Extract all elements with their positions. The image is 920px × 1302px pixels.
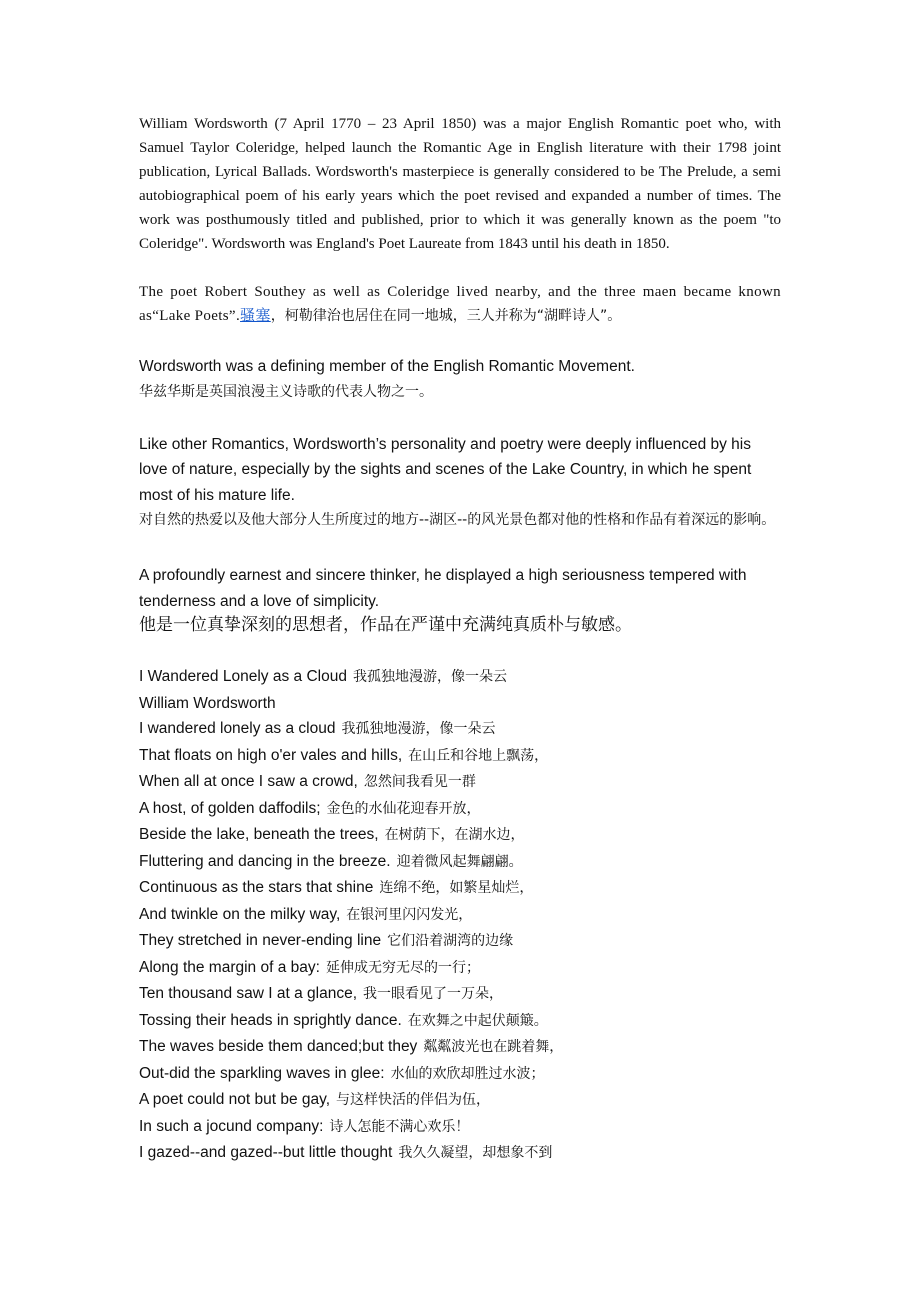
poem-line-cn: 我一眼看见了一万朵， [363,986,504,1002]
poem-line-cn: 水仙的欢欣却胜过水波； [390,1065,545,1082]
poem-line [139,1061,781,1088]
poem-line-en: I wandered lonely as a cloud [139,720,336,737]
poem-line-cn: 它们沿着湖湾的边缘 [387,933,514,949]
movement-cn: 华兹华斯是英国浪漫主义诗歌的代表人物之一。 [139,383,433,400]
poem-line-cn: 延伸成无穷无尽的一行； [325,959,480,976]
poem-line-en: A poet could not but be gay, [139,1091,331,1108]
poem-line [139,1008,781,1035]
poem-line-cn: 我久久凝望，却想象不到 [398,1145,553,1161]
nature-cn: 对自然的热爱以及他大部分人生所度过的地方--湖区--的风光景色都对他的性格和作品有着深远的影响。 [139,512,776,528]
nature-section [139,432,781,534]
poem-line-cn: 在树荫下，在湖水边， [384,827,525,843]
poem-line-en: And twinkle on the milky way, [139,905,341,923]
poem-line [139,875,781,902]
poem-line-en: In such a jocund company: [139,1117,324,1135]
movement-section [139,354,781,405]
poem-line [139,1034,781,1061]
poem-line-en: Ten thousand saw I at a glance, [139,985,358,1002]
poem-line-cn: 忽然间我看见一群 [363,774,476,790]
poem-line-cn: 金色的水仙花迎春开放， [326,800,481,817]
poem-lines [139,716,781,1167]
poem-line-en: That floats on high o'er vales and hills, [139,746,403,764]
poem-title-en: I Wandered Lonely as a Cloud [139,668,347,685]
poem-title [139,664,781,691]
poem-line [139,902,781,929]
poem-line-en: The waves beside them danced;but they [139,1038,418,1055]
lake-poets-text-cn: ，柯勒律治也居住在同一地城，三人并称为“湖畔诗人”。 [270,308,622,324]
poem-line [139,796,781,823]
poem-line-en: Out-did the sparkling waves in glee: [139,1064,385,1082]
poem-line-en: Beside the lake, beneath the trees, [139,826,379,843]
document-page [139,112,781,1167]
poem-line [139,1087,781,1114]
lake-poets-paragraph [139,280,781,328]
poem-author: William Wordsworth [139,694,276,712]
thinker-cn: 他是一位真挚深刻的思想者，作品在严谨中充满纯真质朴与敏感。 [139,615,632,635]
poem-line [139,1140,781,1167]
poem-title-cn: 我孤独地漫游，像一朵云 [352,669,507,685]
lake-poets-text-en: The poet Robert Southey as well as Coleridge lived nearby, and the three maen became known as“Lake Poets”. [139,284,781,324]
poem-line-cn: 连绵不绝，如繁星灿烂， [379,880,534,896]
poem-line-en: I gazed--and gazed--but little thought [139,1144,393,1161]
poem-line-en: They stretched in never-ending line [139,932,382,949]
poem-line-cn: 粼粼波光也在跳着舞， [423,1039,564,1055]
poem-line-cn: 诗人怎能不满心欢乐！ [329,1118,470,1135]
poem-line [139,716,781,743]
poem-line [139,1114,781,1141]
poem-line [139,981,781,1008]
movement-en: Wordsworth was a defining member of the English Romantic Movement. [139,358,635,375]
poem-line-en: When all at once I saw a crowd, [139,773,358,790]
poem-line [139,849,781,876]
poem-line-cn: 在山丘和谷地上飘荡， [408,747,549,764]
southey-link[interactable]: 骚塞 [240,308,271,324]
poem-line-en: Fluttering and dancing in the breeze. [139,852,391,870]
poem-line-cn: 迎着微风起舞翩翩。 [396,853,523,870]
poem-line-cn: 在银河里闪闪发光， [346,906,473,923]
poem-line [139,743,781,770]
nature-en: Like other Romantics, Wordsworth’s personality and poetry were deeply influenced by his love of nature, especially by the sights and scenes of the Lake Country, in which he spent most of his mature life. [139,435,752,504]
poem-line-cn: 在欢舞之中起伏颠簸。 [407,1012,548,1029]
poem-line-cn: 与这样快活的伴侣为伍， [336,1092,491,1108]
poem-line-en: Continuous as the stars that shine [139,879,374,896]
poem-line [139,955,781,982]
bio-paragraph: William Wordsworth (7 April 1770 – 23 April 1850) was a major English Romantic poet who, with Samuel Taylor Coleridge, helped launch the Romantic Age in English literature with their 1798 joint publication, Lyrical Ballads. Wordsworth's masterpiece is generally considered to be The Prelude, a semi autobiographical poem of his early years which the poet revised and expanded a number of times. The work was posthumously titled and published, prior to which it was generally known as the poem "to Coleridge". Wordsworth was England's Poet Laureate from 1843 until his death in 1850. [139,116,781,252]
poem-line [139,822,781,849]
poem-line [139,769,781,796]
thinker-section [139,563,781,636]
poem-line-en: A host, of golden daffodils; [139,799,321,817]
poem-line-en: Tossing their heads in sprightly dance. [139,1011,402,1029]
thinker-en: A profoundly earnest and sincere thinker, he displayed a high seriousness tempered with tenderness and a love of simplicity. [139,567,747,610]
poem-line [139,928,781,955]
poem-section [139,664,781,1167]
poem-line-en: Along the margin of a bay: [139,958,320,976]
poem-line-cn: 我孤独地漫游，像一朵云 [341,721,496,737]
